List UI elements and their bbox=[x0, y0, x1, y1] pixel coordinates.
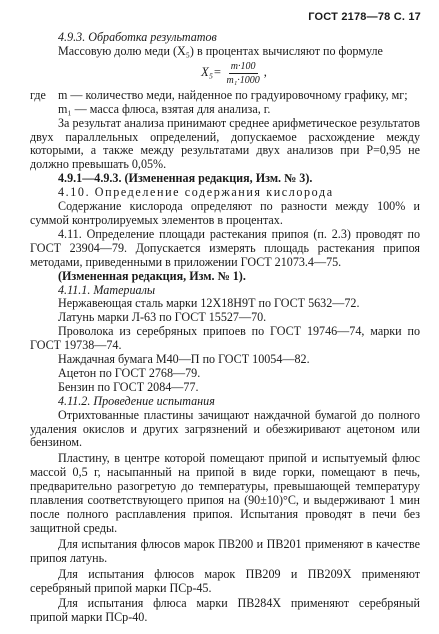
formula-fraction bbox=[227, 61, 260, 86]
formula-denominator: m₁·1000 bbox=[226, 74, 260, 86]
section-4-9-3-title: 4.9.3. Обработка результатов bbox=[58, 30, 217, 44]
material-item: Наждачная бумага М40—П по ГОСТ 10054—82. bbox=[58, 352, 310, 367]
section-4-9-3-text: Массовую долю меди (X₅) в процентах вычисляют по формуле bbox=[58, 43, 383, 58]
result-paragraph: За результат анализа принимают среднее арифметическое результатов двух параллельных определений, допускаемое расхождение между которыми, а также между результатами двух анализов при P=0,95 не должно превышать 0,05%. bbox=[30, 115, 420, 172]
document-body bbox=[30, 31, 420, 625]
material-item: Бензин по ГОСТ 2084—77. bbox=[58, 379, 199, 394]
section-4-11-2-title: 4.11.2. Проведение испытания bbox=[58, 393, 215, 408]
formula-trail: , bbox=[263, 65, 267, 80]
where-m-definition: m — количество меди, найденное по градуировочному графику, мг; bbox=[58, 87, 408, 102]
formula-lhs: X₅= bbox=[201, 65, 222, 80]
test-paragraph: Для испытания флюсов марок ПВ200 и ПВ201 применяют в качестве припоя латунь. bbox=[30, 536, 420, 565]
section-4-10-title: 4.10. Определение содержания кислорода bbox=[58, 185, 334, 200]
where-m bbox=[30, 89, 420, 103]
where-m1-definition: m₁ — масса флюса, взятая для анализа, г. bbox=[58, 101, 271, 116]
test-paragraph: Для испытания флюса марки ПВ284Х применяют серебряный припой марки ПСр-40. bbox=[30, 596, 420, 625]
material-item: Проволока из серебряных припоев по ГОСТ 19746—74, марки по ГОСТ 19738—74. bbox=[30, 324, 420, 353]
page-header: ГОСТ 2178—78 С. 17 bbox=[308, 11, 421, 23]
revision-note-1: (Измененная редакция, Изм. № 1). bbox=[58, 268, 246, 283]
test-paragraph: Для испытания флюсов марок ПВ209 и ПВ209Х применяют серебряный припой марки ПСр-45. bbox=[30, 566, 420, 595]
formula-numerator: m·100 bbox=[230, 60, 256, 72]
where-label: где bbox=[30, 87, 46, 102]
copper-formula bbox=[30, 61, 420, 86]
material-item: Нержавеющая сталь марки 12Х18Н9Т по ГОСТ 5632—72. bbox=[58, 296, 360, 311]
revision-note-3: 4.9.1—4.9.3. (Измененная редакция, Изм. № 3). bbox=[58, 171, 313, 186]
section-4-10-text: Содержание кислорода определяют по разности между 100% и суммой контролируемых элементов в процентах. bbox=[30, 199, 420, 227]
section-4-11-text: 4.11. Определение площади растекания припоя (п. 2.3) проводят по ГОСТ 23904—79. Допускается измерять площадь растекания припоя методами, приведенными в приложении ГОСТ 21073.4—75. bbox=[30, 226, 420, 269]
section-4-11-1-title: 4.11.1. Материалы bbox=[58, 282, 156, 297]
test-paragraph: Пластину, в центре которой помещают припой и испытуемый флюс массой 0,5 г, насыпанный на припой в виде горки, помещают в печь, предварительно разогретую до температуры, превышающей температуру плавления соответствующего припоя на (90±10)°С, и выдерживают 1 мин после полного расплавления припоя. Испытания проводят в печи без защитной среды. bbox=[30, 451, 420, 535]
material-item: Ацетон по ГОСТ 2768—79. bbox=[58, 365, 201, 380]
material-item: Латунь марки Л-63 по ГОСТ 15527—70. bbox=[58, 310, 267, 325]
test-paragraph: Отрихтованные пластины зачищают наждачной бумагой до полного удаления окислов и других загрязнений и обезжиривают ацетоном или бензином. bbox=[30, 407, 420, 450]
